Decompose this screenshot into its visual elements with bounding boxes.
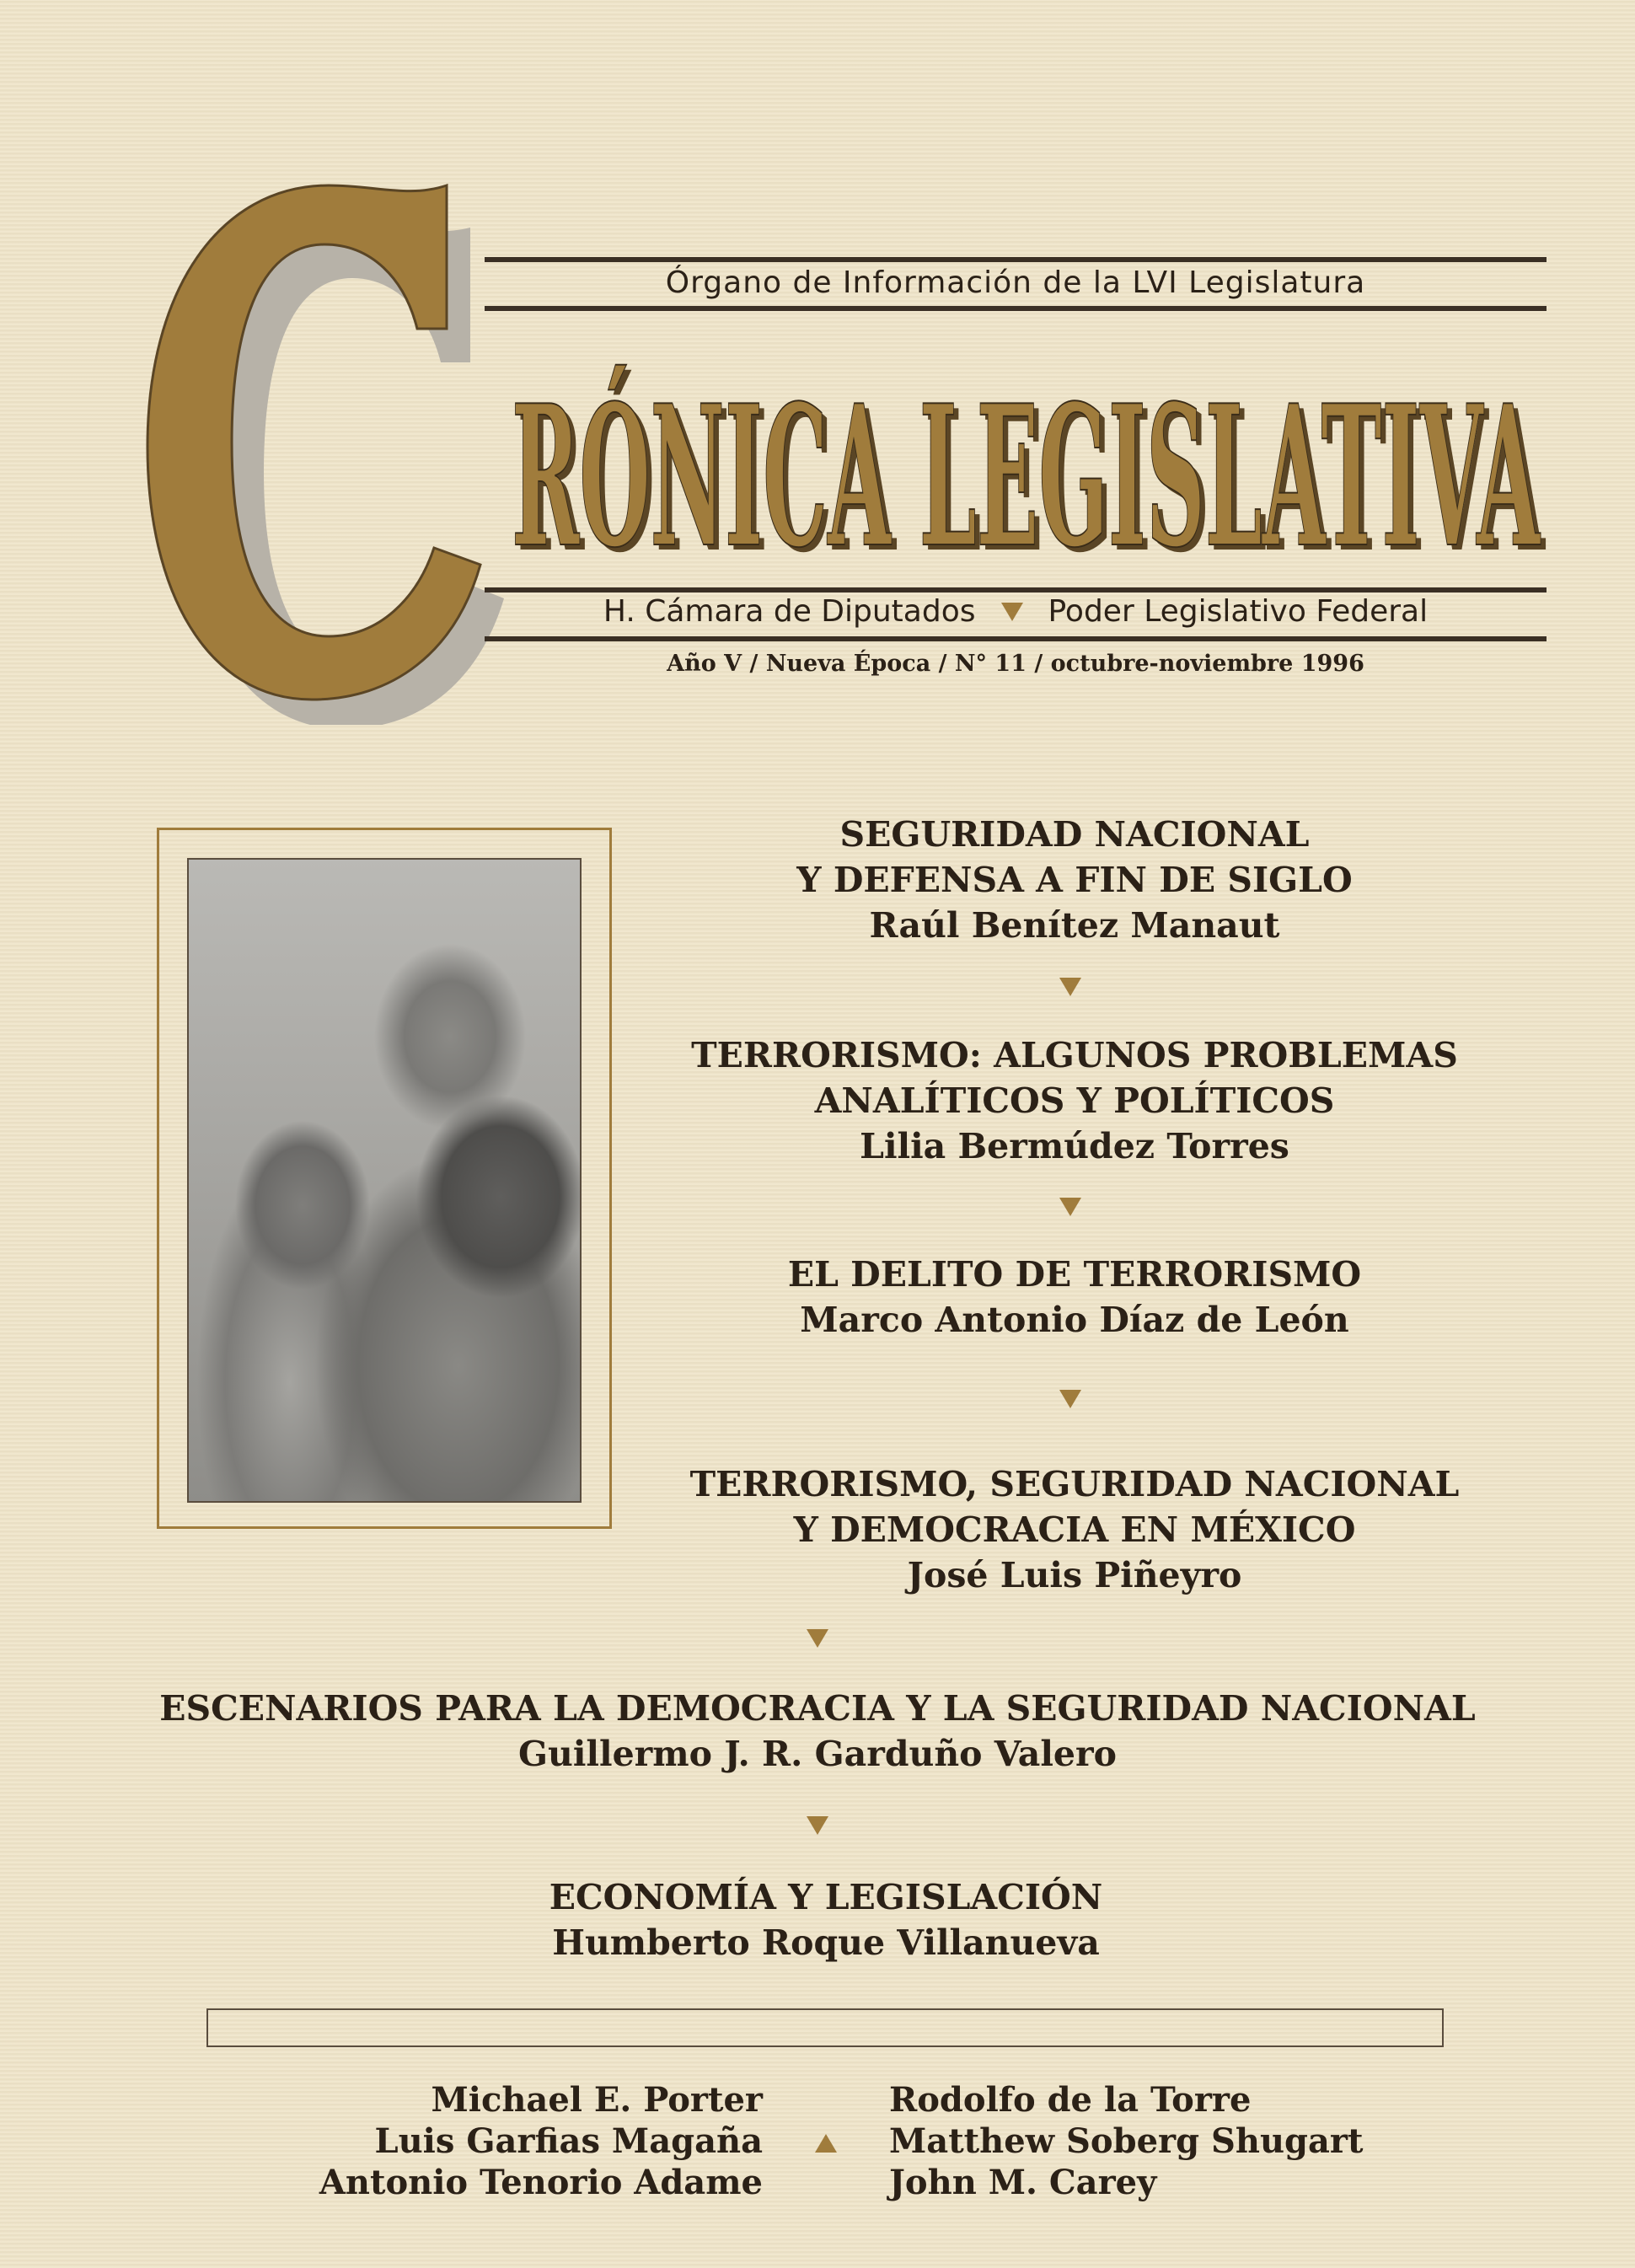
article-title-line: Y DEMOCRACIA EN MÉXICO [793,1509,1356,1550]
contributor-name: Michael E. Porter [431,2080,763,2120]
power-name: Poder Legislativo Federal [1048,594,1429,629]
contributor-name: John M. Carey [889,2163,1157,2202]
separator-triangle-icon [1059,978,1081,996]
separator-triangle-icon [1059,1390,1081,1408]
contributor-name: Luis Garfias Magaña [374,2121,763,2161]
contributor-name: Antonio Tenorio Adame [319,2163,763,2202]
cover-photo [187,858,582,1503]
article-title-line: ECONOMÍA Y LEGISLACIÓN [549,1877,1103,1917]
separator-triangle-icon [807,1629,828,1648]
article-2 [641,1032,1509,1169]
article-author: Raúl Benítez Manaut [869,905,1280,946]
masthead-title-text: RÓNICA LEGISLATIVA [512,363,1541,556]
chamber-line [485,594,1547,629]
article-title-line: ANALÍTICOS Y POLÍTICOS [814,1080,1335,1121]
triangle-down-icon [1001,603,1023,621]
article-title-line: ESCENARIOS PARA LA DEMOCRACIA Y LA SEGURIDAD NACIONAL [159,1688,1476,1729]
article-5 [76,1686,1559,1777]
article-title-line: TERRORISMO: ALGUNOS PROBLEMAS [691,1035,1458,1075]
big-c-logo [84,152,523,725]
issue-line: Año V / Nueva Época / N° 11 / octubre-noviembre 1996 [667,651,1364,677]
chamber-name: H. Cámara de Diputados [603,594,976,629]
article-4 [641,1461,1509,1598]
article-title-line: SEGURIDAD NACIONAL [839,814,1310,855]
top-rule [485,257,1547,262]
article-title-line: TERRORISMO, SEGURIDAD NACIONAL [689,1464,1460,1504]
article-3 [641,1252,1509,1343]
article-author: Humberto Roque Villanueva [552,1922,1100,1963]
article-title-line: EL DELITO DE TERRORISMO [787,1254,1362,1295]
article-author: Guillermo J. R. Garduño Valero [518,1734,1117,1774]
contributor-name: Rodolfo de la Torre [889,2080,1252,2120]
organ-rule [485,306,1547,311]
contributors-right [889,2079,1479,2203]
chamber-rule-top [485,587,1547,592]
empty-banner-box [206,2008,1444,2047]
article-1 [641,812,1509,948]
contributors-left [253,2079,763,2203]
article-author: José Luis Piñeyro [907,1555,1242,1595]
article-author: Marco Antonio Díaz de León [800,1300,1349,1340]
separator-triangle-icon [1059,1198,1081,1216]
separator-triangle-icon [807,1816,828,1835]
article-6 [388,1874,1264,1965]
separator-triangle-up-icon [815,2134,837,2153]
article-title-line: Y DEFENSA A FIN DE SIGLO [796,860,1353,900]
article-author: Lilia Bermúdez Torres [860,1126,1289,1166]
chamber-rule-bottom [485,636,1547,641]
masthead-title [506,354,1551,556]
svg-text:RÓNICA LEGISLATIVA: RÓNICA LEGISLATIVA [517,368,1547,556]
contributor-name: Matthew Soberg Shugart [889,2121,1364,2161]
organ-line: Órgano de Información de la LVI Legislatura [665,265,1366,300]
